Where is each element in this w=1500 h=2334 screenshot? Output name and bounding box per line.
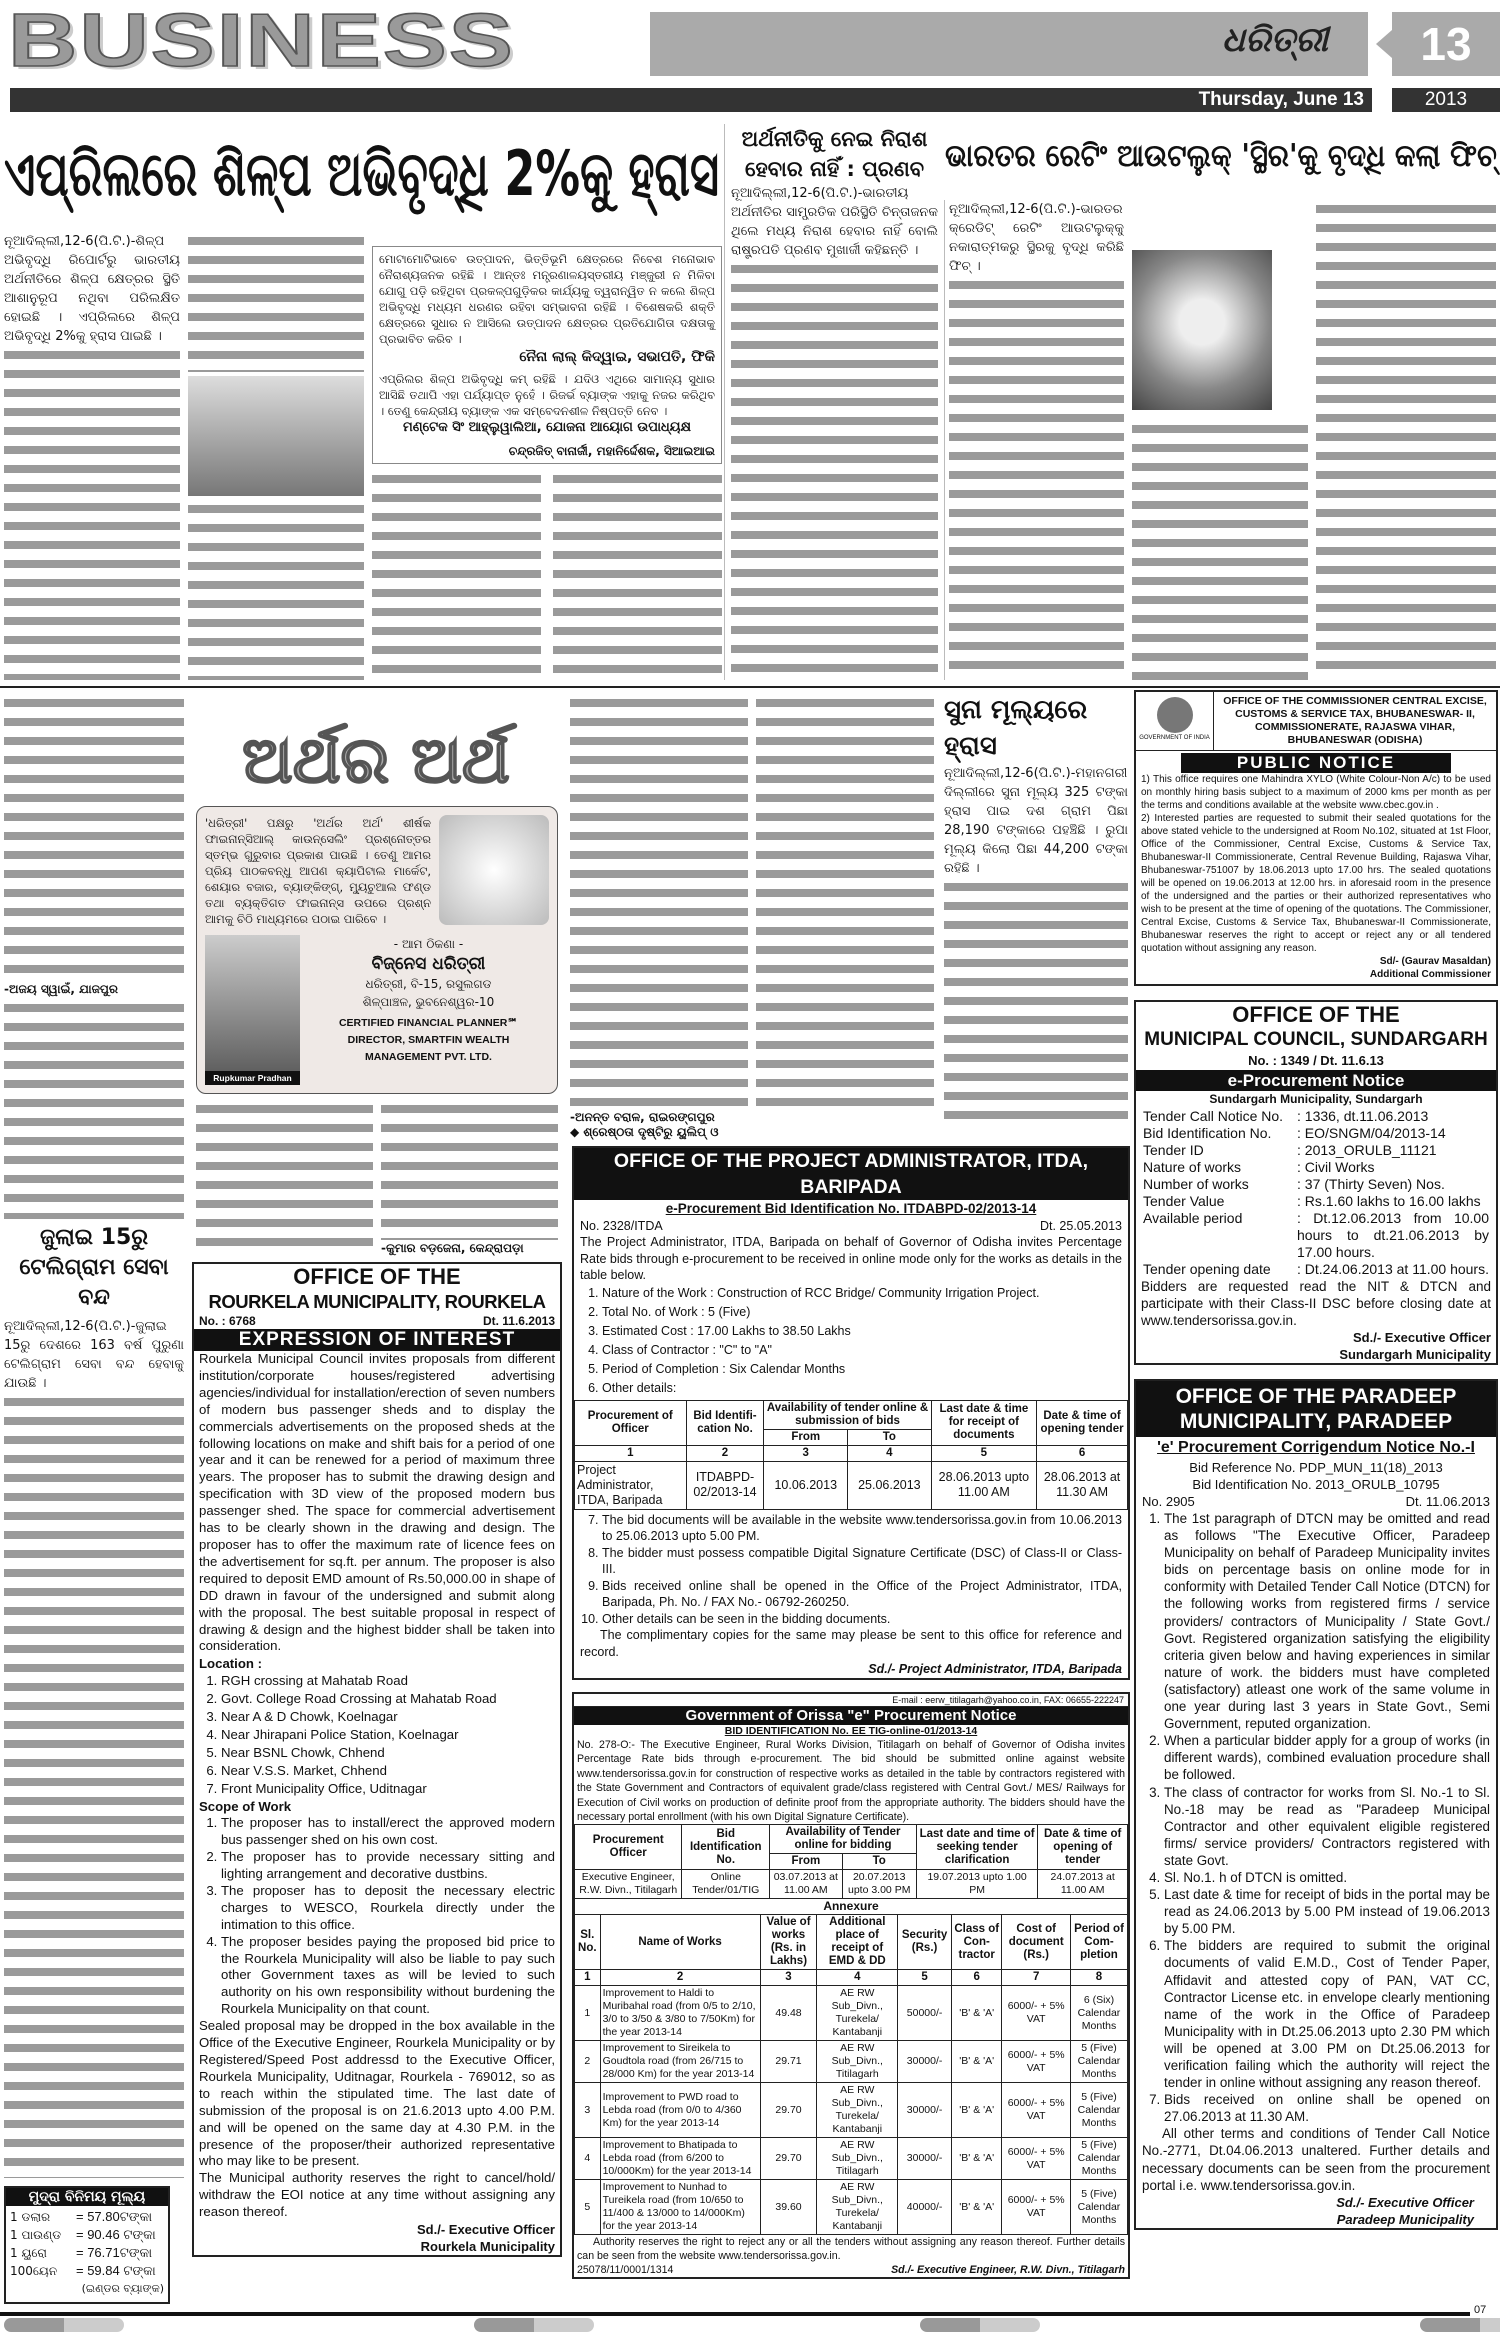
article-iip-col3 — [372, 246, 722, 680]
column-number: 1 — [575, 1970, 601, 1986]
page-code: 07 — [1474, 2304, 1487, 2316]
corrigendum-item: 3. The class of contractor for works from Sl. No.-1 to Sl. No.-18 may be read as "Paradeep Municipal Contractor and other equivalent eligible registered firms/ service providers/ Contractors registered with state Govt. — [1164, 1784, 1490, 1869]
location-item: 7. Front Municipality Office, Uditnagar — [221, 1780, 555, 1798]
field-row — [1141, 1159, 1491, 1176]
table-row — [575, 1870, 1128, 1899]
table-cell: 'B' & 'A' — [952, 2138, 1002, 2180]
column-header: Period of Com-pletion — [1070, 1915, 1127, 1970]
column-number: 3 — [760, 1970, 817, 1986]
ad-note: Bidders are requested read the NIT & DTCN and participate with their Class-II DSC before closing date at www.tendersorissa.gov.in. — [1141, 1279, 1491, 1328]
article-fitch-lead: ନୂଆଦିଲ୍ଲୀ,12-6(ପି.ଟି.)-ଭାରତର କ୍ରେଡିଟ୍ ରେଟିଂ ଆଉଟଲୁକ୍କୁ ନକାରାତ୍ମକରୁ ସ୍ଥିରକୁ ବୃଦ୍ଧି କରିଛି ଫିଚ୍ । — [949, 202, 1124, 274]
currency-unit: 1 ଡଲାର — [10, 2210, 51, 2224]
notice-item: 10. Other details can be seen in the bidding documents. — [602, 1611, 1122, 1628]
corrigendum-item: 1. The 1st paragraph of DTCN may be omitted and read as follows "The Executive Officer, Paradeep Municipality on behalf of Paradeep Municipality invites bids on percentage basis on online mode for in conformity with Detailed Tender Call Notice (DTCN) for the following works from registered firms / service providers/ contractors of Municipality / State Govt./ Govt. Registered organization satisfying the eligibility criteria given below and having experiences in similar nature of work. the bidders must have completed (satisfactory) atleast one work of the same volume in one year during last 3 years in State Govt., Semi Government, reputed organization. — [1164, 1510, 1490, 1732]
currency-box — [4, 2186, 170, 2304]
corrigendum-item: 2. When a particular bidder apply for a group of works (in different wards), combined evaluation procedure shall be followed. — [1164, 1732, 1490, 1783]
decor-pill — [4, 2318, 124, 2332]
table-cell: 6000/- + 5% VAT — [1002, 2138, 1071, 2180]
ad-orissa-eprocurement — [572, 1692, 1130, 2279]
ad-rourkela — [192, 1262, 562, 2257]
ad-note: The complimentary copies for the same may please be sent to this office for reference and record. — [580, 1628, 1122, 1659]
table-cell: 25.06.2013 — [848, 1461, 932, 1509]
column-number: 3 — [764, 1445, 848, 1461]
article-iip-body-col3 — [372, 470, 541, 680]
ad-excise-public-notice — [1134, 690, 1498, 986]
column-number: 6 — [1037, 1445, 1128, 1461]
ad-body: Rourkela Municipal Council invites proposals from different institution/corporate houses/registered advertising agencies/individual for installation/erection of seven numbers of modern bus passenger sheds and to display the commercials advertisements on the proposed sheds at the following locations on make and shift bais for a period of one year and it can be renewed for a period of maximum three years. The proposer has to submit the drawing design and specification with 3D view of the proposed modern bus passenger shed. The space for commercial advertisement has to be clearly shown in the drawing and design. The proposer has to offer the maximum rate of licence fees on the advertisement for sq.ft. per annum. The proposer is also required to deposit EMD amount of Rs.50,000.00 in shape of DD drawn in favour of the undersigned and submit along with the proposal. The best suitable proposal in respect of drawing & design and the highest bidder shall be taken into consideration. — [199, 1351, 555, 1654]
qa-byline: -ଅଜୟ ସ୍ୱାଇଁ, ଯାଜପୁର — [4, 982, 118, 996]
annexure-table — [574, 1914, 1128, 2235]
eprocurement-banner: e-Procurement Notice — [1136, 1070, 1496, 1091]
article-gold — [944, 692, 1128, 1122]
feature-qa-text — [381, 1100, 558, 1240]
table-cell: Executive Engineer, R.W. Divn., Titilagarh — [575, 1870, 682, 1899]
scope-item: 4. The proposer besides paying the proposed bid price to the Rourkela Municipality will also be liable to pay such other Government taxes as will be levied to such authority on his own responsibility without burdening the Rourkela Municipality on that count. — [221, 1934, 555, 2019]
location-item: 3. Near A & D Chowk, Koelnagar — [221, 1708, 555, 1726]
article-pranab — [724, 124, 938, 680]
field-value: : 1336, dt.11.06.2013 — [1297, 1108, 1429, 1124]
notice-number: No. : 6768 — [199, 1314, 256, 1328]
ad-subtitle: e-Procurement Bid Identification No. ITDABPD-02/2013-14 — [665, 1201, 1037, 1216]
field-row — [1141, 1142, 1491, 1159]
column-number: 5 — [931, 1445, 1036, 1461]
notice-item: 8. The bidder must possess compatible Digital Signature Certificate (DSC) of Class-II or Class-III. — [602, 1545, 1122, 1578]
table-cell: Improvement to Haldi to Muribahal road (from 0/5 to 2/10, 3/0 to 3/50 & 3/80 to 7/50Km) for the year 2013-14 — [600, 1986, 760, 2041]
ad-ref: No. : 1349 / Dt. 11.6.13 — [1248, 1053, 1384, 1068]
currency-value: = 76.71ଟଙ୍କା — [76, 2245, 153, 2260]
table-cell: 5 (Five) Calendar Months — [1070, 2083, 1127, 2138]
factory-photo — [188, 376, 364, 496]
scope-item: 2. The proposer has to provide necessary sitting and lighting arrangement and decorative dustbins. — [221, 1849, 555, 1883]
table-cell: Project Administrator, ITDA, Baripada — [575, 1461, 687, 1509]
masthead-bar — [650, 12, 1368, 76]
table-cell: 24.07.2013 at 11.00 AM — [1038, 1870, 1128, 1899]
article-gold-body — [944, 878, 1128, 1122]
field-label: Tender ID — [1143, 1142, 1204, 1158]
field-row — [1141, 1210, 1491, 1261]
table-cell: 4 — [575, 2138, 601, 2180]
currency-unit: 100ୟେନ — [10, 2264, 58, 2278]
location-item: 5. Near BSNL Chowk, Chhend — [221, 1744, 555, 1762]
currency-unit: 1 ୟୁରୋ — [10, 2246, 47, 2260]
field-value: : Civil Works — [1297, 1159, 1375, 1175]
table-cell: 49.48 — [760, 1986, 817, 2041]
location-item: 4. Near Jhirapani Police Station, Koelnagar — [221, 1726, 555, 1744]
table-cell: 6000/- + 5% VAT — [1002, 2180, 1071, 2235]
table-cell: 5 — [575, 2180, 601, 2235]
qa-question: ◆ ଶ୍ରେଷ୍ଠତା ଦୃଷ୍ଟିରୁ ୟୁଲିପ୍ ଓ — [570, 1125, 719, 1139]
column-header: Cost of document (Rs.) — [1002, 1915, 1071, 1970]
quote-text: ଏପ୍ରିଲର ଶିଳ୍ପ ଅଭିବୃଦ୍ଧି କମ୍ ରହିଛି । ଯଦିଓ ଏଥିରେ ସାମାନ୍ୟ ସୁଧାର ଆସିଛି ତଥାପି ଏହା ପର୍ଯ୍ୟାପ୍ତ ନୁହେଁ । ରିଜର୍ଭ ବ୍ୟାଙ୍କ ଏହାକୁ ନଜର କରିଥିବ । ତେଣୁ କେନ୍ଦ୍ରୀୟ ବ୍ୟାଙ୍କ ଏକ ସମ୍ବେଦନଶୀଳ ନିଷ୍ପତ୍ତି ନେବ । — [379, 372, 715, 418]
columnist-credential: MANAGEMENT PVT. LTD. — [365, 1051, 492, 1063]
headline-iip: ଏପ୍ରିଲରେ ଶିଳ୍ପ ଅଭିବୃଦ୍ଧି 2%କୁ ହ୍ରାସ — [4, 137, 720, 210]
corrigendum-item: 7. Bids received on online shall be opened on 27.06.2013 at 11.30 AM. — [1164, 2091, 1490, 2125]
address-label: - ଆମ ଠିକଣା - — [393, 937, 464, 951]
location-label: Location : — [199, 1656, 263, 1672]
table-cell: 28.06.2013 at 11.30 AM — [1037, 1461, 1128, 1509]
field-value: : 37 (Thirty Seven) Nos. — [1297, 1176, 1445, 1192]
table-cell: 2 — [575, 2041, 601, 2083]
article-iip-lead: ନୂଆଦିଲ୍ଲୀ,12-6(ପି.ଟି.)-ଶିଳ୍ପ ଅଭିବୃଦ୍ଧି ରିପୋର୍ଟରୁ ଭାରତୀୟ ଅର୍ଥନୀତିରେ ଶିଳ୍ପ କ୍ଷେତ୍ରର ସ୍ଥିତି ଆଶାନୁରୂପ ନଥିବା ପରିଲକ୍ଷିତ ହୋଇଛି । ଏପ୍ରିଲରେ ଶିଳ୍ପ ଅଭିବୃଦ୍ଧି 2%କୁ ହ୍ରାସ ପାଇଛି । — [4, 234, 180, 344]
orissa-tender-table: Procurement Officer Bid Identification No. Availability of Tender online for bidding Last date and time of seeking tender clarification Date & time of opening of tender From To Executive Engineer, R.W. Divn., Titilagarh Online Tender/01/TIG 03.07.2013 at 11.00 AM 20.07.2013 upto 3.00 PM 19.07.2013 upto 1.00 PM 24.07.2013 at 11.00 AM Annexure — [574, 1824, 1128, 1915]
table-row — [575, 2083, 1128, 2138]
table-cell: 5 (Five) Calendar Months — [1070, 2041, 1127, 2083]
quote-author: ମଣ୍ଟେକ ସିଂ ଆହ୍ଲୁୱାଲିଆ, ଯୋଜନା ଆୟୋଗ ଉପାଧ୍ୟକ୍ଷ — [403, 420, 691, 435]
table-cell: Improvement to Sireikela to Goudtola road (from 26/715 to 28/000 Km) for the year 2013-14 — [600, 2041, 760, 2083]
field-row — [1141, 1125, 1491, 1142]
table-cell: 'B' & 'A' — [952, 2180, 1002, 2235]
right-ads-column — [1134, 690, 1498, 2230]
table-cell: 29.71 — [760, 2041, 817, 2083]
column-number: 7 — [1002, 1970, 1071, 1986]
ad-intro: No. 278-O:- The Executive Engineer, Rural Works Division, Titilagarh on behalf of Governor of Odisha invites Percentage Rate bids through e-procurement. The bid should be submitted online against website www.tendersorissa.gov.in for construction of respective works as detailed in the table by contractors registered with the State Government and Contractors of equivalent grade/class registered with Central Govt./ MES/ Railways for Execution of Civil works on production of definite proof from the appropriate authority. The bidders should have the necessary portal enrollment (with his own Digital Signature Certificate). — [577, 1739, 1125, 1824]
field-row — [1141, 1176, 1491, 1193]
quote-author: ନୈନା ଲାଲ୍ କିଦ୍ୱାଇ, ସଭାପତି, ଫିକି — [519, 349, 715, 365]
bid-reference: Bid Reference No. PDP_MUN_11(18)_2013 — [1189, 1460, 1443, 1475]
table-row — [575, 2041, 1128, 2083]
contact-info: E-mail : eerw_titilagarh@yahoo.co.in, FAX: 06655-222247 — [574, 1694, 1128, 1707]
qa-byline — [570, 1106, 746, 1140]
article-iip-body — [4, 346, 180, 680]
column-header: Class of Con-tractor — [952, 1915, 1002, 1970]
table-row — [575, 1461, 1128, 1509]
feature-box — [196, 806, 558, 1094]
section-logo: BUSINESS — [8, 0, 515, 83]
column-number: 6 — [952, 1970, 1002, 1986]
decor-pill — [474, 2318, 594, 2332]
field-label: Tender Call Notice No. — [1143, 1108, 1284, 1124]
ad-title: OFFICE OF THE PROJECT ADMINISTRATOR, ITDA, BARIPADA — [574, 1148, 1128, 1200]
column-number: 1 — [575, 1445, 687, 1461]
excise-office-title: OFFICE OF THE COMMISSIONER CENTRAL EXCISE, CUSTOMS & SERVICE TAX, BHUBANESWAR- II, COMMISSIONERATE, RAJASWA VIHAR, BHUBANESWAR (ODISHA) — [1223, 695, 1487, 746]
table-cell: Improvement to PWD road to Lebda road (from 0/0 to 4/360 Km) for the year 2013-14 — [600, 2083, 760, 2138]
field-value: : Rs.1.60 lakhs to 16.00 lakhs — [1297, 1193, 1481, 1209]
feature-qa-right — [570, 694, 934, 1140]
scope-item: 3. The proposer has to deposit the necessary electric charges to WESCO, Rourkela directly under the intimation to this office. — [221, 1883, 555, 1934]
article-iip-body-col4 — [553, 470, 722, 680]
feature-title: ଅର୍ଥର ଅର୍ଥ — [242, 724, 510, 798]
table-cell: 5 (Five) Calendar Months — [1070, 2180, 1127, 2235]
table-cell: 30000/- — [898, 2083, 952, 2138]
quote-text: ମୋଟାମୋଟିଭାବେ ଉତ୍ପାଦନ, ଭିତ୍ତିଭୂମି କ୍ଷେତ୍ରରେ ନିବେଶ ମନୋଭାବ ନୈରାଶ୍ୟଜନକ ରହିଛି । ଆନ୍ତଃ ମନ୍ତ୍ରଣାଳୟସ୍ତରୀୟ ମଞ୍ଜୁରୀ ନ ମିଳିବା ଯୋଗୁ ପଡ଼ି ରହିଥିବା ପ୍ରକଳ୍ପଗୁଡ଼ିକର କାର୍ଯ୍ୟକୁ ତ୍ୱରାନ୍ୱିତ ନ କଲେ ଶିଳ୍ପ ଅଭିବୃଦ୍ଧି ମଧ୍ୟମ ଧରଣର ରହିବା ସମ୍ଭାବନା ରହିଛି । ବିଶେଷକରି ଶକ୍ତି କ୍ଷେତ୍ରରେ ସୁଧାର ନ ଆସିଲେ ଉତ୍ପାଦନ କ୍ଷେତ୍ରର ପ୍ରତିଯୋଗିତା ଦକ୍ଷତାକୁ ପ୍ରଭାବିତ କରିବ । — [379, 252, 715, 346]
article-telegram-lead: ନୂଆଦିଲ୍ଲୀ,12-6(ପି.ଟି.)-ଜୁଲାଇ 15ରୁ ଦେଶରେ 163 ବର୍ଷ ପୁରୁଣା ଟେଲିଗ୍ରାମ ସେବା ବନ୍ଦ ହେବାକୁ ଯାଉଛି । — [4, 1319, 184, 1391]
columnist-credential: DIRECTOR, SMARTFIN WEALTH — [347, 1034, 510, 1046]
table-cell: 6000/- + 5% VAT — [1002, 1986, 1071, 2041]
column-number: 8 — [1070, 1970, 1127, 1986]
column-header: Sl. No. — [575, 1915, 601, 1970]
feature-qa-col3 — [570, 694, 748, 1106]
table-cell: 5 (Five) Calendar Months — [1070, 2138, 1127, 2180]
divider — [0, 686, 1500, 688]
table-cell: ITDABPD-02/2013-14 — [686, 1461, 764, 1509]
left-column — [4, 694, 184, 2178]
column-number: 4 — [848, 1445, 932, 1461]
article-pranab-lead: ନୂଆଦିଲ୍ଲୀ,12-6(ପି.ଟି.)-ଭାରତୀୟ ଅର୍ଥନୀତିର ସାମ୍ପ୍ରତିକ ପରିସ୍ଥିତି ଚିନ୍ତାଜନକ ଥିଲେ ମଧ୍ୟ ନିରାଶ ହେବାର ନାହିଁ ବୋଲି ରାଷ୍ଟ୍ରପତି ପ୍ରଣବ ମୁଖାର୍ଜୀ କହିଛନ୍ତି । — [731, 186, 938, 258]
table-cell: Improvement to Bhatipada to Lebda road (from 6/200 to 10/000Km) for the year 2013-14 — [600, 2138, 760, 2180]
table-cell: 03.07.2013 at 11.00 AM — [770, 1870, 842, 1899]
divider — [190, 2312, 1470, 2316]
notice-item: 4. Class of Contractor : "C" to "A" — [602, 1341, 1122, 1360]
table-row — [575, 2180, 1128, 2235]
qa-byline: -କୁମାର ବଡ଼ଜେନା, କେନ୍ଦ୍ରାପଡ଼ା — [381, 1241, 524, 1255]
table-cell: AE RW Sub_Divn., Titilagarh — [817, 2138, 898, 2180]
table-cell: 'B' & 'A' — [952, 2041, 1002, 2083]
field-value: : Dt.12.06.2013 from 10.00 hours to dt.21.06.2013 by 17.00 hours. — [1297, 1210, 1489, 1260]
feature-address — [308, 935, 549, 1085]
field-label: Available period — [1143, 1210, 1243, 1226]
column-header: Value of works (Rs. in Lakhs) — [760, 1915, 817, 1970]
article-fitch-body — [949, 276, 1124, 680]
table-cell: 19.07.2013 upto 1.00 PM — [916, 1870, 1037, 1899]
ad-footer: All other terms and conditions of Tender Call Notice No.-2771, Dt.04.06.2013 unaltered. Further details and necessary documents can be seen from the procurement portal i.e. www.tendersorissa.gov.in. — [1142, 2126, 1490, 2193]
page-number: 13 — [1392, 12, 1500, 76]
signatory: Sd./- Executive Officer Sundargarh Municipality — [1339, 1330, 1491, 1362]
decor-pill — [920, 2318, 1040, 2332]
currency-unit: 1 ପାଉଣ୍ଡ — [10, 2228, 62, 2242]
issue-date: Thursday, June 13 — [10, 88, 1372, 112]
ad-title: MUNICIPAL COUNCIL, SUNDARGARH — [1144, 1029, 1488, 1050]
field-row — [1141, 1193, 1491, 1210]
article-iip-body-col2 — [188, 232, 364, 372]
notice-item: 3. Estimated Cost : 17.00 Lakhs to 38.50 Lakhs — [602, 1322, 1122, 1341]
middle-ads-column — [572, 1146, 1130, 2279]
table-cell: AE RW Sub_Divn., Turekela/ Kantabanji — [817, 2180, 898, 2235]
columnist-name: Rupkumar Pradhan — [205, 1071, 300, 1085]
table-cell: 6 (Six) Calendar Months — [1070, 1986, 1127, 2041]
table-cell: 29.70 — [760, 2138, 817, 2180]
rupee-hand-photo — [1132, 250, 1272, 410]
corrigendum-item: 6. The bidders are required to submit the original documents of valid E.M.D., Cost of Tender Paper, Affidavit and attested copy of PAN, VAT CC, Contractor License etc. in envelope clearly mentioning name of the work in the Office of Paradeep Municipality with in Dt.25.06.2013 upto 2.30 PM which will be opened at 3.00 PM on Dt.25.06.2013 for verification failing which the authority will reject the tender in online without assigning any reason thereof. — [1164, 1937, 1490, 2091]
notice-date: Dt. 25.05.2013 — [1039, 1219, 1122, 1233]
table-cell: 6000/- + 5% VAT — [1002, 2041, 1071, 2083]
ad-code: 25078/11/0001/1314 — [577, 2264, 674, 2277]
headline-fitch: ଭାରତର ରେଟିଂ ଆଉଟଲୁକ୍ 'ସ୍ଥିର'କୁ ବୃଦ୍ଧି କଲା ଫିଚ୍ — [945, 138, 1497, 174]
field-label: Nature of works — [1143, 1159, 1242, 1175]
notice-item: 6. Other details: — [602, 1379, 1122, 1398]
ad-subtitle: 'e' Procurement Corrigendum Notice No.-I — [1157, 1439, 1475, 1456]
column-header: Name of Works — [600, 1915, 760, 1970]
paper-name: ଧରିତ୍ରୀ — [1221, 20, 1328, 60]
notice-date: Dt. 11.6.2013 — [482, 1314, 555, 1328]
article-iip-col1 — [4, 232, 180, 680]
table-cell: 1 — [575, 1986, 601, 2041]
quote-author: ଚନ୍ଦ୍ରଜିତ୍ ବାନାର୍ଜୀ, ମହାନିର୍ଦ୍ଦେଶକ, ସିଆଇଆଇ — [508, 444, 715, 458]
table-cell: 20.07.2013 upto 3.00 PM — [842, 1870, 916, 1899]
ad-title: OFFICE OF THE PARADEEP MUNICIPALITY, PARADEEP — [1136, 1381, 1496, 1437]
notice-para: 1) This office requires one Mahindra XYLO (White Colour-Non A/c) to be used on monthly hiring basis subject to a maximum of 2000 kms per month as per the terms and conditions available at the website www.cbec.gov.in . — [1141, 774, 1491, 811]
itda-tender-table: Procurement of Officer Bid Identifi-cation No. Availability of tender online & submission of bids Last date & time for receipt of documents Date & time of opening tender From To 1 2 3 4 5 6 Project Administrator, ITDA, Baripada ITDABPD-02/2013-14 10.06.2013 25.06.2013 28.06.2013 upto 11.00 AM 28.06.2013 at 11.30 AM — [574, 1400, 1128, 1510]
scope-item: 1. The proposer has to install/erect the approved modern bus passenger shed on his own cost. — [221, 1815, 555, 1849]
notice-para: 2) Interested parties are requested to submit their sealed quotations for the above stated vehicle to the undersigned at Room No.102, situated at 1st Floor, Office of the Commissioner, Central Excise, Customs & Service Tax, Bhubaneswar-II Commissionerate, Central Revenue Building, Rajaswa Vihar, Bhubaneswar-751007 by 18.06.2013 upto 17.00 hrs. The sealed quotations will be opened on 19.06.2013 at 12.00 hrs. in aforesaid room in the presence of the undersigned and the parties or their authorized representatives who wish to be present at the time of opening of the quotations. The Commissioner, Central Excise, Customs & Service Tax, Bhubaneswar-II Commissionerate, Bhubaneswar reserves the right to accept or reject any or all tendered quotation without assigning any reason. — [1141, 813, 1491, 954]
field-value: : Dt.24.06.2013 at 11.00 hours. — [1297, 1261, 1489, 1277]
headline-telegram-line1: ଜୁଲାଇ 15ରୁ — [40, 1225, 148, 1250]
article-iip-body-col2b — [188, 500, 364, 680]
notice-date: Dt. 11.06.2013 — [1405, 1494, 1490, 1509]
scope-label: Scope of Work — [199, 1799, 292, 1815]
table-cell: 3 — [575, 2083, 601, 2138]
article-iip-col2 — [188, 232, 364, 680]
currency-title: ମୁଦ୍ରା ବିନିମୟ ମୂଲ୍ୟ — [6, 2188, 168, 2206]
currency-row — [10, 2226, 164, 2244]
article-telegram-body — [4, 1393, 184, 2178]
notice-number: No. 2905 — [1142, 1494, 1195, 1509]
ad-itda — [572, 1146, 1130, 1680]
annexure-label: Annexure — [575, 1899, 1128, 1915]
eoi-banner: EXPRESSION OF INTEREST — [194, 1329, 560, 1351]
table-cell: 30000/- — [898, 2041, 952, 2083]
column-number: 2 — [600, 1970, 760, 1986]
field-label: Tender Value — [1143, 1193, 1225, 1209]
article-feature-col-left — [4, 694, 184, 979]
notice-item: 9. Bids received online shall be opened in the Office of the Project Administrator, ITDA, Baripada, Ph. No. / FAX No.- 06792-260250. — [602, 1578, 1122, 1611]
ad-title: Government of Orissa "e" Procurement Notice — [574, 1707, 1128, 1725]
location-item: 1. RGH crossing at Mahatab Road — [221, 1672, 555, 1690]
table-cell: 40000/- — [898, 2180, 952, 2235]
headline-pranab: ଅର୍ଥନୀତିକୁ ନେଇ ନିରାଶ ହେବାର ନାହିଁ : ପ୍ରଣବ — [741, 127, 928, 181]
table-cell: 10.06.2013 — [764, 1461, 848, 1509]
ad-title: ROURKELA MUNICIPALITY, ROURKELA — [208, 1291, 546, 1312]
ad-intro: The Project Administrator, ITDA, Baripada on behalf of Governor of Odisha invites Percentage Rate bids through e-procurement to be received in online mode only for the works as details in the table below. — [580, 1235, 1122, 1282]
table-row — [575, 1986, 1128, 2041]
columnist-photo — [205, 935, 300, 1085]
issue-year: 2013 — [1392, 88, 1500, 112]
table-cell: 30000/- — [898, 2138, 952, 2180]
signatory: Sd/- (Gaurav Masaldan) Additional Commissioner — [1369, 956, 1491, 980]
public-notice-banner: PUBLIC NOTICE — [1181, 753, 1451, 773]
address-name: ବିଜ୍ନେସ ଧରିତ୍ରୀ — [371, 954, 486, 974]
location-item: 2. Govt. College Road Crossing at Mahatab Road — [221, 1690, 555, 1708]
headline-telegram-line2: ଟେଲିଗ୍ରାମ ସେବା ବନ୍ଦ — [19, 1255, 169, 1310]
table-cell: 'B' & 'A' — [952, 1986, 1002, 2041]
headline-gold: ସୁନା ମୂଲ୍ୟରେ ହ୍ରାସ — [944, 695, 1088, 761]
article-gold-lead: ନୂଆଦିଲ୍ଲୀ,12-6(ପି.ଟି.)-ମହାନଗରୀ ଦିଲ୍ଲୀରେ ସୁନା ମୂଲ୍ୟ 325 ଟଙ୍କା ହ୍ରାସ ପାଇ ଦଶ ଗ୍ରାମ ପିଛା 28,190 ଟଙ୍କାରେ ପହଞ୍ଚିଛି । ରୁପା ମୂଲ୍ୟ କିଲୋ ପିଛା 44,200 ଟଙ୍କା ରହିଛି । — [944, 766, 1128, 876]
table-cell: Improvement to Nunhad to Tureikela road (from 10/650 to 11/400 & 13/000 to 14/000Km) for the year 2013-14 — [600, 2180, 760, 2235]
quote-box — [372, 246, 722, 464]
currency-row — [10, 2262, 164, 2280]
table-cell: Online Tender/01/TIG — [682, 1870, 770, 1899]
table-cell: 50000/- — [898, 1986, 952, 2041]
column-number: 5 — [898, 1970, 952, 1986]
india-emblem-icon: GOVERNMENT OF INDIA — [1136, 692, 1214, 750]
corrigendum-item: 5. Last date & time for receipt of bids in the portal may be read as 24.06.2013 by 5.00 PM instead of 19.06.2013 by 5.00 PM. — [1164, 1886, 1490, 1937]
currency-row — [10, 2208, 164, 2226]
signatory: Sd./- Project Administrator, ITDA, Baripada — [868, 1662, 1122, 1676]
table-cell: 6000/- + 5% VAT — [1002, 2083, 1071, 2138]
signatory: Sd./- Executive Officer Paradeep Municipality — [1336, 2194, 1474, 2227]
notice-number: No. 2328/ITDA — [580, 1219, 663, 1233]
columnist-credential: CERTIFIED FINANCIAL PLANNER℠ — [338, 1017, 519, 1029]
feature-qa-col4 — [756, 694, 934, 1106]
money-house-illustration — [439, 815, 549, 925]
field-row — [1141, 1261, 1491, 1278]
divider — [0, 2312, 190, 2316]
column-number: 2 — [686, 1445, 764, 1461]
column-number: 4 — [817, 1970, 898, 1986]
decor-pill — [1420, 2318, 1500, 2332]
location-item: 6. Near V.S.S. Market, Chhend — [221, 1762, 555, 1780]
table-row — [575, 2138, 1128, 2180]
field-label: Tender opening date — [1143, 1261, 1271, 1277]
ad-paradeep — [1134, 1379, 1498, 2230]
ad-footer: Authority reserves the right to reject any or all the tenders without assigning any reason thereof. Further details can be seen from the website www.tendersorissa.gov.in. — [577, 2236, 1125, 2263]
address-line: ଧରିତ୍ରୀ, ବି-15, ରସୁଲଗଡ — [365, 977, 492, 991]
notice-item: 2. Total No. of Work : 5 (Five) — [602, 1303, 1122, 1322]
address-line: ଶିଳ୍ପାଞ୍ଚଳ, ଭୁବନେଶ୍ୱର-10 — [362, 995, 495, 1009]
article-fitch-body-col2 — [1132, 420, 1308, 680]
ad-title: OFFICE OF THE — [1232, 1002, 1400, 1027]
field-label: Number of works — [1143, 1176, 1249, 1192]
currency-row — [10, 2244, 164, 2262]
table-cell: AE RW Sub_Divn., Titilagarh — [817, 2041, 898, 2083]
notice-item: 5. Period of Completion : Six Calendar Months — [602, 1360, 1122, 1379]
notice-item: 1. Nature of the Work : Construction of RCC Bridge/ Community Irrigation Project. — [602, 1284, 1122, 1303]
notice-item: 7. The bid documents will be available in the website www.tendersorissa.gov.in from 10.06.2013 to 25.06.2013 upto 5.00 PM. — [602, 1512, 1122, 1545]
currency-value: = 57.80ଟଙ୍କା — [76, 2209, 153, 2224]
ad-closing: Sealed proposal may be dropped in the box available in the Office of the Executive Engineer, Rourkela Municipality or by Registered/Speed Post addressd to the Executive Officer, Rourkela Municipality, Uditnagar, Rourkela - 769012, so as to reach within the stipulated time. The last date of submission of the proposal is on 21.6.2013 upto 4.00 P.M. and will be opened on the same day at 4.30 P.M. in the presence of the proposer/their authorized representative who may like to be present. — [199, 2018, 555, 2169]
signatory: Sd./- Executive Engineer, R.W. Divn., Titilagarh — [891, 2264, 1125, 2277]
bid-identification: BID IDENTIFICATION No. EE TIG-online-01/2013-14 — [724, 1725, 978, 1737]
article-feature-col-left-2 — [4, 999, 184, 1219]
ad-sundargarh — [1134, 1000, 1498, 1365]
table-cell: 29.70 — [760, 2083, 817, 2138]
column-header: Additional place of receipt of EMD & DD — [817, 1915, 898, 1970]
column-header: Security (Rs.) — [898, 1915, 952, 1970]
table-cell: 'B' & 'A' — [952, 2083, 1002, 2138]
ad-title: OFFICE OF THE — [293, 1264, 461, 1289]
currency-value: = 59.84 ଟଙ୍କା — [76, 2263, 156, 2278]
article-fitch-body-col3 — [1316, 200, 1496, 680]
headline-telegram — [4, 1219, 184, 1317]
article-fitch-col1 — [944, 200, 1124, 680]
field-row — [1141, 1108, 1491, 1125]
ad-reserve: The Municipal authority reserves the right to cancel/hold/ withdraw the EOI notice at any time without assigning any reason thereof. — [199, 2170, 555, 2220]
field-value: : 2013_ORULB_11121 — [1297, 1142, 1437, 1158]
feature-intro: 'ଧରିତ୍ରୀ' ପକ୍ଷରୁ 'ଅର୍ଥର ଅର୍ଥ' ଶୀର୍ଷକ ଫାଇନାନ୍ସିଆଲ୍ କାଉନ୍ସେଲିଂ ପ୍ରଶ୍ନୋତ୍ତର ସ୍ତମ୍ଭ ଗୁରୁବାର ପ୍ରକାଶ ପାଉଛି । ତେଣୁ ଆମର ପ୍ରିୟ ପାଠକବନ୍ଧୁ ଆପଣ କ୍ୟାପିଟାଲ ମାର୍କେଟ, ଶେୟାର ବଜାର, ବ୍ୟାଙ୍କିଙ୍ଗ୍, ମ୍ୟୁଚୁଆଲ ଫଣ୍ଡ ତଥା ବ୍ୟକ୍ତିଗତ ଫାଇନାନ୍ସ ଉପରେ ପ୍ରଶ୍ନ ଆମକୁ ଚିଠି ମାଧ୍ୟମରେ ପଠାଇ ପାରିବେ । — [205, 816, 431, 926]
field-value: : EO/SNGM/04/2013-14 — [1297, 1125, 1446, 1141]
table-cell: 39.60 — [760, 2180, 817, 2235]
signatory: Sd./- Executive Officer Rourkela Municipality — [417, 2222, 555, 2255]
currency-source: (ଇଣ୍ଡର ବ୍ୟାଙ୍କ) — [81, 2282, 164, 2295]
table-cell: AE RW Sub_Divn., Turekela/ Kantabanji — [817, 1986, 898, 2041]
feature-column — [196, 806, 558, 1256]
field-label: Bid Identification No. — [1143, 1125, 1272, 1141]
currency-value: = 90.46 ଟଙ୍କା — [76, 2227, 156, 2242]
ad-subtitle: Sundargarh Municipality, Sundargarh — [1209, 1092, 1423, 1106]
bid-identification: Bid Identification No. 2013_ORULB_10795 — [1192, 1477, 1440, 1492]
feature-qa-text — [196, 1100, 373, 1256]
table-cell: AE RW Sub_Divn., Turekela/ Kantabanji — [817, 2083, 898, 2138]
qa-byline-text: -ଅନନ୍ତ ବରାଳ, ରାଇରଙ୍ଗପୁର — [570, 1110, 715, 1124]
corrigendum-item: 4. Sl. No.1. h of DTCN is omitted. — [1164, 1869, 1490, 1886]
article-pranab-body — [731, 260, 938, 680]
table-cell: 28.06.2013 upto 11.00 AM — [931, 1461, 1036, 1509]
